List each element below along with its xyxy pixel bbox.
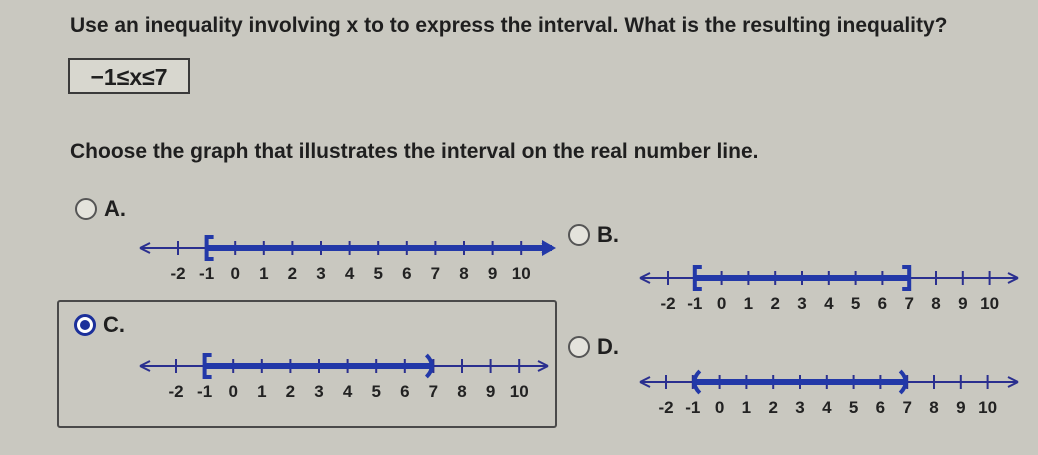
tick-label: 10 [511, 264, 531, 283]
graph-instruction: Choose the graph that illustrates the interval on the real number line. [70, 140, 759, 163]
tick-label: -2 [168, 382, 184, 401]
tick-label: 3 [797, 294, 807, 313]
tick-label: 0 [230, 264, 240, 283]
tick-label: -1 [197, 382, 213, 401]
tick-label: -2 [170, 264, 186, 283]
tick-label: 10 [980, 294, 1000, 313]
tick-label: 0 [228, 382, 238, 401]
tick-label: 2 [768, 398, 778, 417]
option-b-label: B. [597, 222, 619, 247]
tick-label: 1 [259, 264, 269, 283]
option-c-radio[interactable] [74, 314, 96, 336]
tick-label: -1 [199, 264, 215, 283]
tick-label: 3 [316, 264, 326, 283]
tick-label: 2 [285, 382, 296, 401]
tick-label: 7 [428, 382, 439, 401]
tick-label: 0 [714, 398, 725, 417]
option-d-label: D. [597, 334, 619, 359]
tick-label: 1 [257, 382, 267, 401]
option-d-radio[interactable] [568, 336, 590, 358]
tick-label: 9 [956, 398, 966, 417]
option-d-number-line[interactable] [0, 356, 1030, 426]
tick-label: 10 [509, 382, 529, 401]
tick-label: 9 [487, 264, 498, 283]
tick-label: 6 [875, 398, 886, 417]
option-a-label: A. [104, 196, 126, 221]
tick-label: 6 [402, 264, 412, 283]
answer-inequality-box[interactable]: −1≤x≤7 [68, 58, 190, 94]
tick-label: 5 [850, 294, 861, 313]
tick-label: 5 [371, 382, 381, 401]
tick-label: 9 [958, 294, 968, 313]
tick-label: 6 [877, 294, 888, 313]
tick-label: 3 [795, 398, 805, 417]
tick-label: 2 [770, 294, 780, 313]
tick-label: 0 [716, 294, 727, 313]
tick-label: 4 [342, 382, 353, 401]
tick-label: 6 [400, 382, 410, 401]
tick-label: 8 [929, 398, 939, 417]
tick-label: 4 [344, 264, 355, 283]
tick-label: 1 [743, 294, 754, 313]
tick-label: -1 [687, 294, 703, 313]
tick-label: -2 [658, 398, 674, 417]
tick-label: 10 [978, 398, 998, 417]
tick-label: 1 [741, 398, 752, 417]
tick-label: 5 [373, 264, 383, 283]
tick-label: 8 [457, 382, 467, 401]
question-prompt: Use an inequality involving x to to express the interval. What is the resulting inequality? [70, 14, 948, 37]
tick-label: 7 [904, 294, 914, 313]
tick-label: 4 [824, 294, 834, 313]
tick-label: 8 [931, 294, 941, 313]
tick-label: 7 [902, 398, 912, 417]
tick-label: 5 [848, 398, 859, 417]
tick-label: -2 [660, 294, 676, 313]
tick-label: -1 [685, 398, 701, 417]
option-c-label: C. [103, 312, 125, 337]
tick-label: 8 [459, 264, 469, 283]
tick-label: 2 [287, 264, 298, 283]
tick-label: 4 [822, 398, 832, 417]
tick-label: 9 [485, 382, 496, 401]
tick-label: 7 [430, 264, 441, 283]
option-b-radio[interactable] [568, 224, 590, 246]
option-a-radio[interactable] [75, 198, 97, 220]
option-b-number-line[interactable] [0, 252, 1030, 322]
tick-label: 3 [314, 382, 324, 401]
